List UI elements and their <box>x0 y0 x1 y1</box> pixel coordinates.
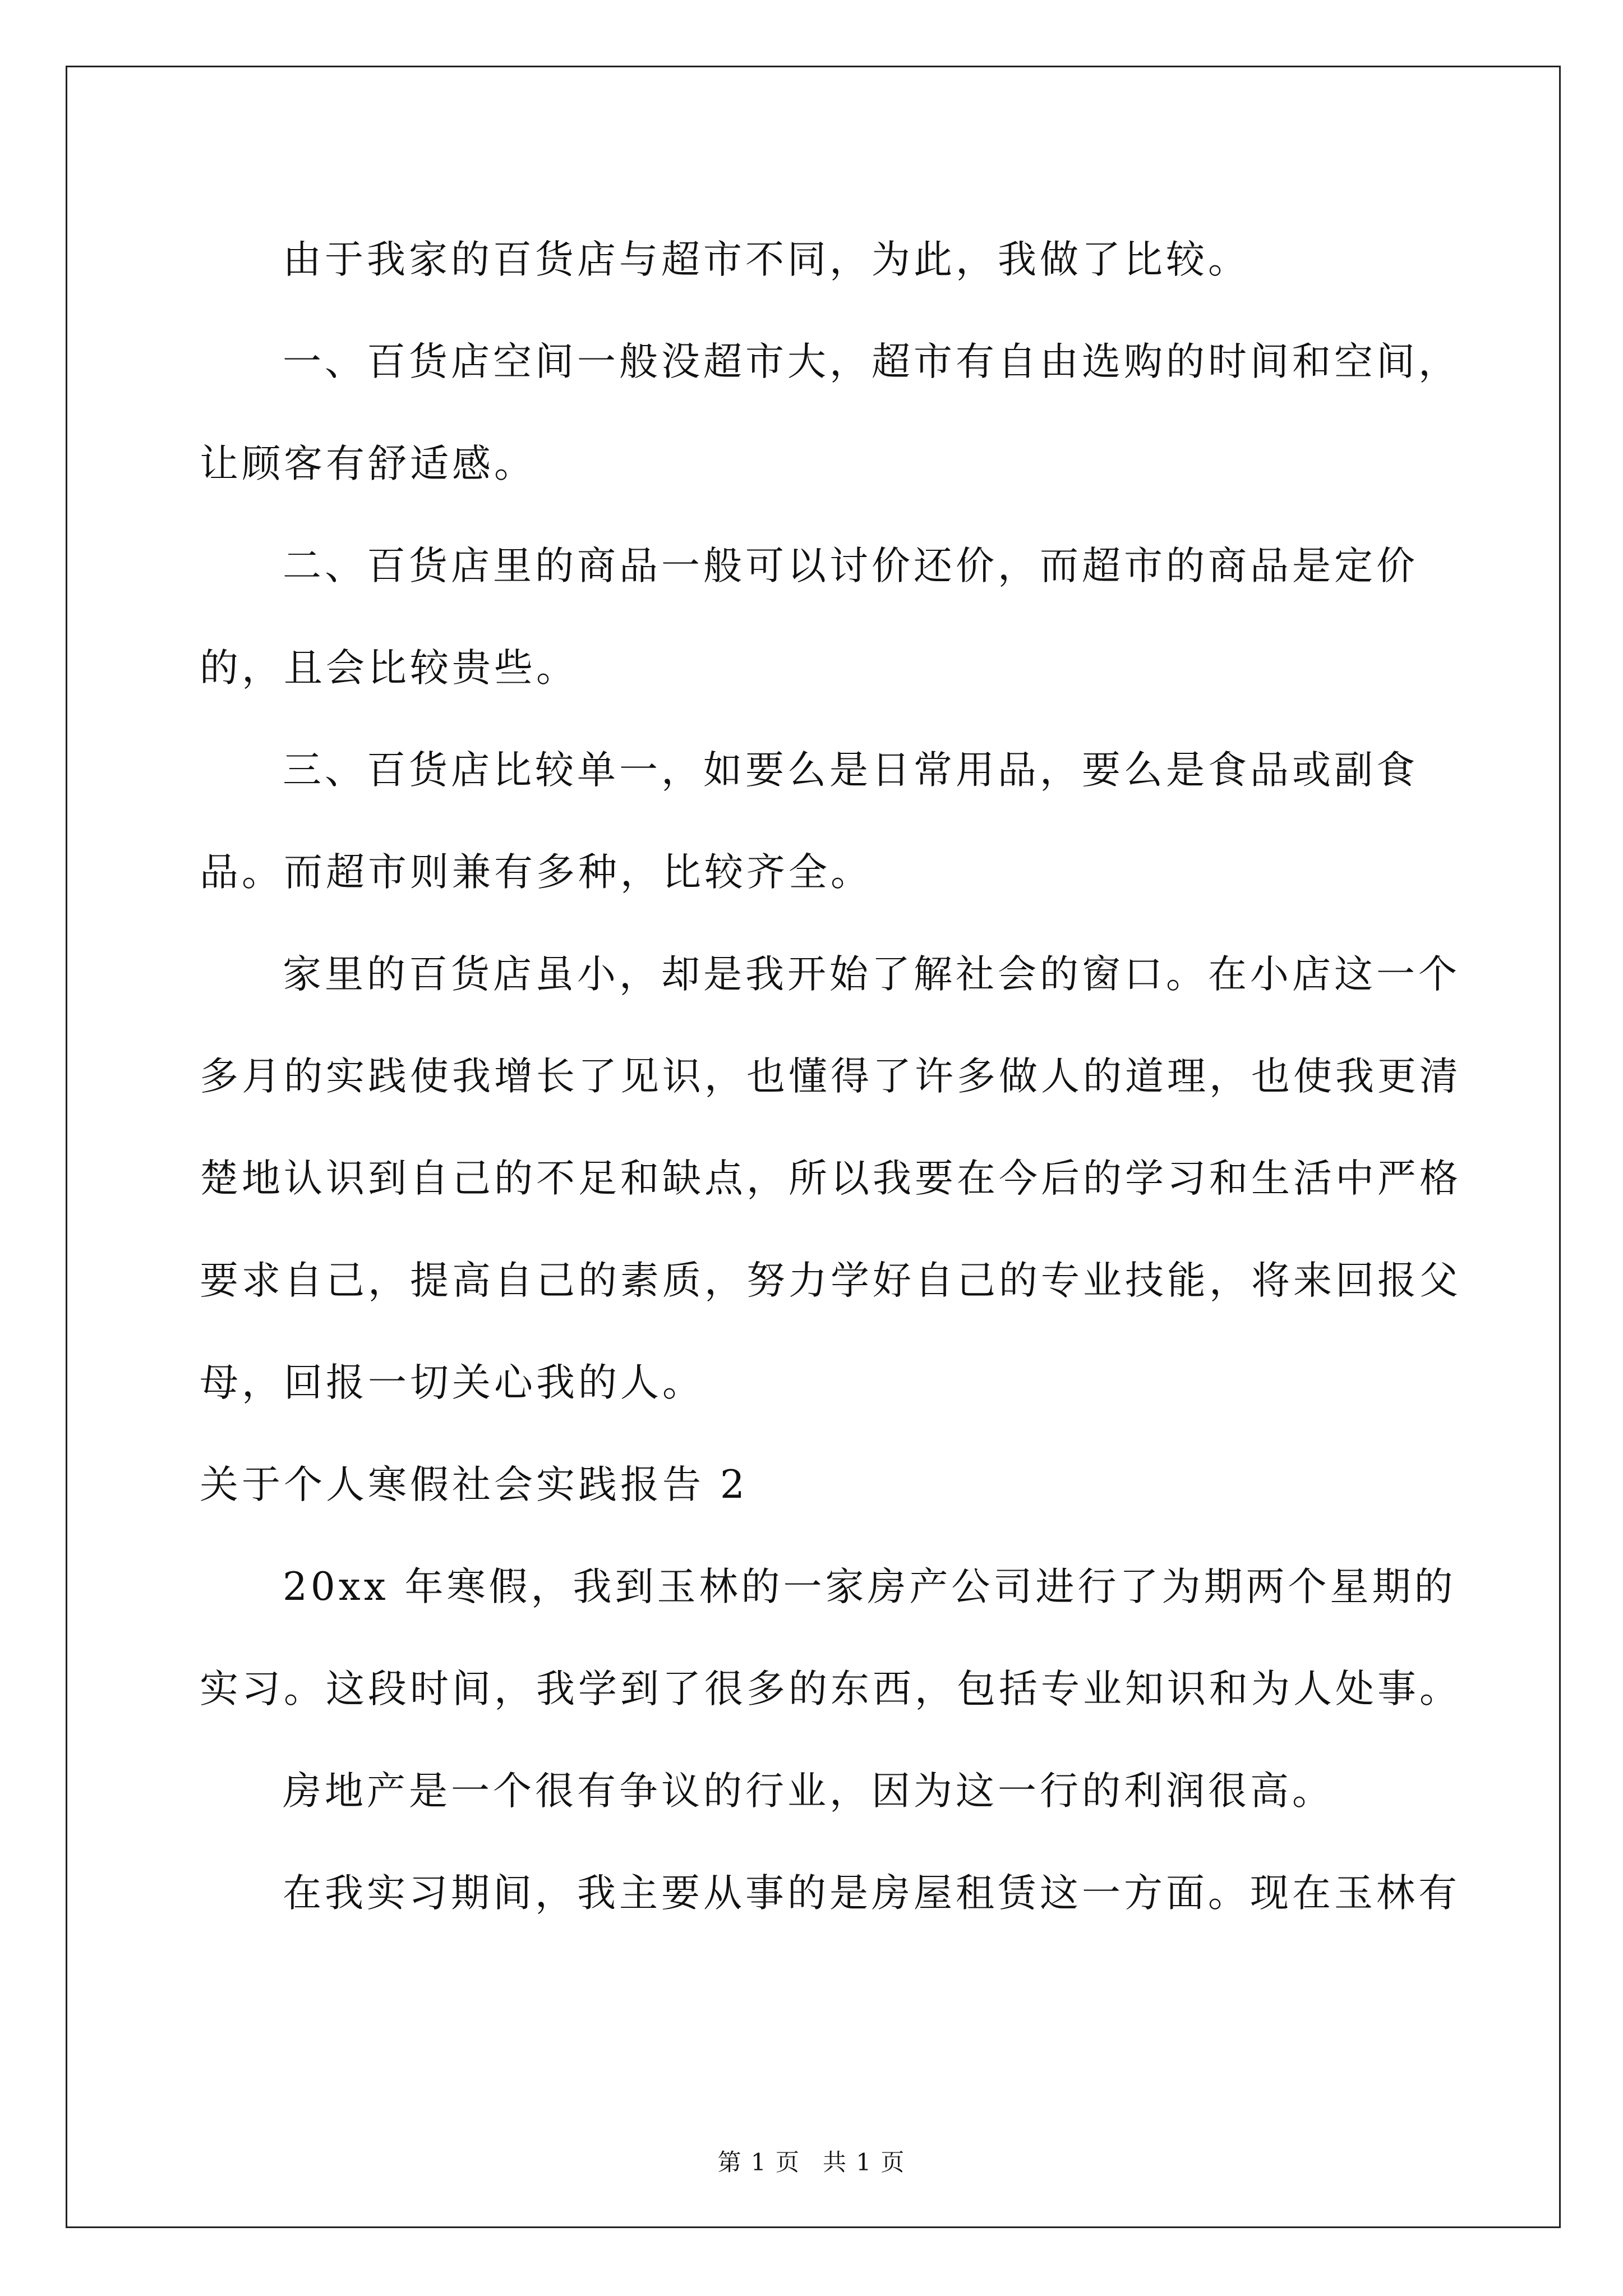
paragraph-comparison-intro: 由于我家的百货店与超市不同，为此，我做了比较。 <box>283 237 1250 282</box>
paragraph-point-one: 一、百货店空间一般没超市大，超市有自由选购的时间和空间，让顾客有舒适感。 <box>200 339 1460 486</box>
document-body <box>200 209 1461 1944</box>
paragraph-reflection: 家里的百货店虽小，却是我开始了解社会的窗口。在小店这一个多月的实践使我增长了见识，也懂得了许多做人的道理，也使我更清楚地认识到自己的不足和缺点，所以我要在今后的学习和生活中严格要求自己，提高自己的素质，努力学好自己的专业技能，将来回报父母，回报一切关心我的人。 <box>200 952 1461 1405</box>
paragraph-point-three: 三、百货店比较单一，如要么是日常用品，要么是食品或副食品。而超市则兼有多种，比较齐全。 <box>200 748 1418 895</box>
page-footer <box>0 2144 1623 2178</box>
paragraph-internship-intro: 20xx 年寒假，我到玉林的一家房产公司进行了为期两个星期的实习。这段时间，我学到了很多的东西，包括专业知识和为人处事。 <box>200 1565 1461 1711</box>
paragraph-rental-work: 在我实习期间，我主要从事的是房屋租赁这一方面。现在玉林有 <box>283 1871 1460 1916</box>
page-number: 第 1 页 <box>717 2148 800 2176</box>
paragraph-real-estate: 房地产是一个很有争议的行业，因为这一行的利润很高。 <box>283 1769 1334 1814</box>
section-heading: 关于个人寒假社会实践报告 2 <box>200 1462 748 1507</box>
paragraph-point-two: 二、百货店里的商品一般可以讨价还价，而超市的商品是定价的，且会比较贵些。 <box>200 544 1418 691</box>
page-total: 共 1 页 <box>823 2148 906 2176</box>
